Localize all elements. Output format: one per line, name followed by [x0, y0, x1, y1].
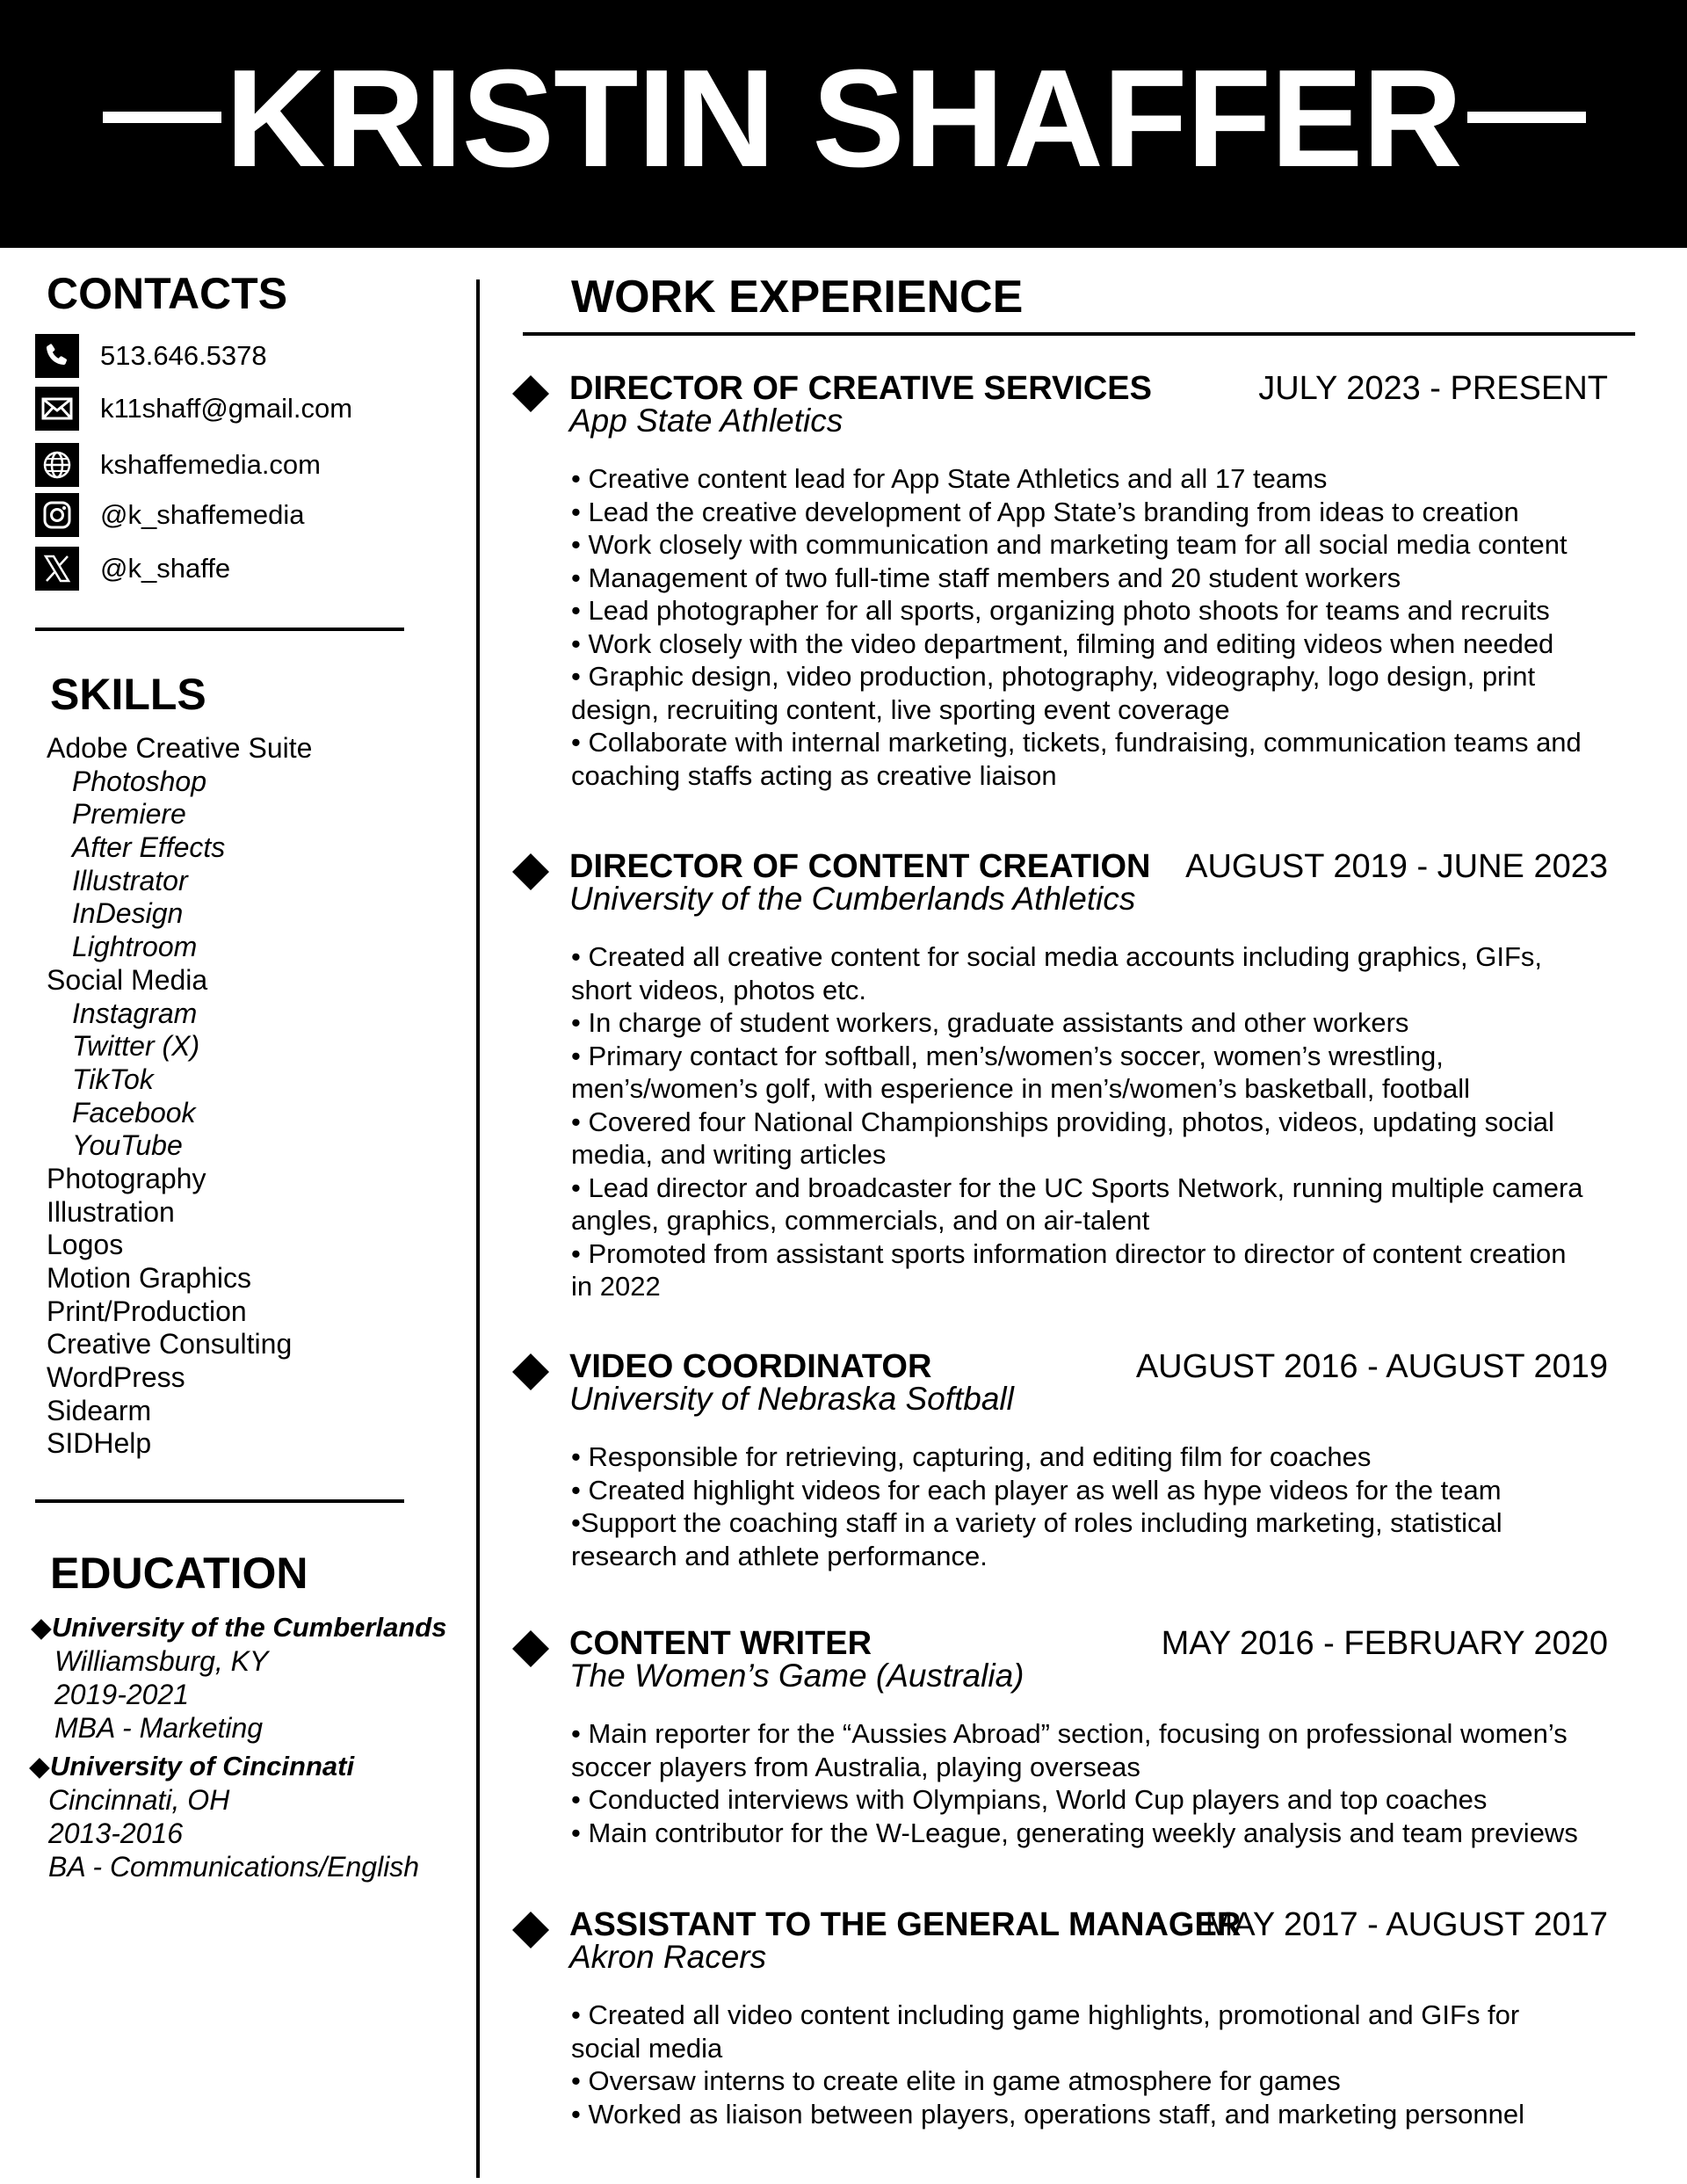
- job-bullet: • Work closely with communication and marketing team for all social media content: [571, 529, 1568, 560]
- job-dates: AUGUST 2016 - AUGUST 2019: [1135, 1348, 1608, 1385]
- job-title: ASSISTANT TO THE GENERAL MANAGER: [569, 1906, 1242, 1943]
- job-bullet: •Support the coaching staff in a variety of roles including marketing, statistical research and athlete performance.: [571, 1507, 1502, 1571]
- skill-subitem: After Effects: [72, 831, 226, 864]
- resume-name: KRISTIN SHAFFER: [225, 41, 1462, 196]
- contact-website: [35, 443, 321, 487]
- skill-subitem: Twitter (X): [72, 1030, 200, 1063]
- job-bullets: [571, 462, 1590, 792]
- skill-item: Illustration: [47, 1195, 175, 1228]
- job-bullet: • Lead director and broadcaster for the UC Sports Network, running multiple camera angles, graphics, commercials, and on air-talent: [571, 1172, 1583, 1236]
- education-entry: [31, 1611, 446, 1745]
- contact-x: [35, 547, 230, 591]
- job-bullet: • Lead photographer for all sports, organizing photo shoots for teams and recruits: [571, 595, 1550, 626]
- skill-subitem: Lightroom: [72, 931, 198, 963]
- contacts-heading: CONTACTS: [47, 269, 288, 318]
- job-bullet: • Conducted interviews with Olympians, World Cup players and top coaches: [571, 1784, 1488, 1815]
- education-degree: BA - Communications/English: [48, 1851, 420, 1883]
- education-entry: [29, 1750, 419, 1883]
- contact-website-text[interactable]: kshaffemedia.com: [100, 449, 321, 480]
- job-bullet: • Promoted from assistant sports information director to director of content creation in 2022: [571, 1237, 1567, 1302]
- skill-group: [47, 1163, 312, 1196]
- job-bullet: • Covered four National Championships providing, photos, videos, updating social media, and writing articles: [571, 1106, 1554, 1170]
- skill-item: WordPress: [47, 1361, 185, 1394]
- diamond-bullet-icon: [510, 1351, 552, 1393]
- education-school: [29, 1750, 419, 1783]
- diamond-bullet-icon: [510, 373, 552, 415]
- job-organization: Akron Racers: [569, 1939, 767, 1975]
- contact-instagram-text[interactable]: @k_shaffemedia: [100, 499, 305, 530]
- job-dates: MAY 2017 - AUGUST 2017: [1205, 1906, 1608, 1943]
- contacts-divider: [35, 628, 404, 631]
- education-years: 2013-2016: [48, 1818, 184, 1849]
- instagram-icon: [35, 493, 79, 537]
- job-title: DIRECTOR OF CONTENT CREATION: [569, 848, 1151, 885]
- job-bullet: • Responsible for retrieving, capturing, and editing film for coaches: [571, 1441, 1372, 1472]
- job-title: DIRECTOR OF CREATIVE SERVICES: [569, 370, 1152, 407]
- skill-item: Motion Graphics: [47, 1262, 251, 1294]
- skill-item: Creative Consulting: [47, 1328, 293, 1360]
- education-school-name: University of the Cumberlands: [51, 1612, 447, 1643]
- mail-icon: [35, 387, 79, 431]
- x-icon: [35, 547, 79, 591]
- job-title: VIDEO COORDINATOR: [569, 1348, 932, 1385]
- phone-icon: [35, 334, 79, 378]
- contact-phone: [35, 334, 267, 378]
- education-school-name: University of Cincinnati: [49, 1751, 355, 1781]
- job-bullet: • Oversaw interns to create elite in game atmosphere for games: [571, 2065, 1341, 2096]
- skill-subitem: Facebook: [72, 1096, 196, 1128]
- skill-item: Print/Production: [47, 1295, 247, 1327]
- contact-email: [35, 387, 352, 431]
- job-bullet: • Primary contact for softball, men’s/women’s soccer, women’s wrestling, men’s/women’s golf, with esperience in men’s/women’s basketball, football: [571, 1040, 1470, 1104]
- contact-email-text[interactable]: k11shaff@gmail.com: [100, 393, 353, 424]
- skill-item: SIDHelp: [47, 1427, 152, 1460]
- job-organization: University of Nebraska Softball: [569, 1381, 1014, 1417]
- skill-subitem: YouTube: [72, 1129, 183, 1162]
- education-years: 2019-2021: [54, 1679, 190, 1710]
- diamond-bullet-icon: ◆: [29, 1751, 50, 1781]
- job-dates: AUGUST 2019 - JUNE 2023: [1185, 848, 1608, 885]
- contact-phone-text[interactable]: 513.646.5378: [100, 340, 267, 371]
- education-school: [31, 1611, 446, 1644]
- header-dash-right: [1467, 112, 1586, 123]
- skill-group: [47, 1229, 312, 1262]
- education-degree: MBA - Marketing: [54, 1712, 264, 1744]
- skill-group: [47, 1196, 312, 1230]
- skill-group: [47, 1395, 312, 1428]
- job-dates: MAY 2016 - FEBRUARY 2020: [1161, 1625, 1608, 1662]
- skill-subitem: InDesign: [72, 897, 184, 930]
- diamond-bullet-icon: [510, 851, 552, 893]
- job-bullet: • Management of two full-time staff members and 20 student workers: [571, 562, 1401, 593]
- job-bullet: • Created all creative content for social media accounts including graphics, GIFs, short videos, photos etc.: [571, 941, 1542, 1005]
- job-bullets: [571, 940, 1590, 1303]
- skill-item: Photography: [47, 1162, 206, 1194]
- diamond-bullet-icon: [510, 1628, 552, 1670]
- skills-list: [47, 732, 312, 1461]
- job-bullet: • Main reporter for the “Aussies Abroad” section, focusing on professional women’s soccer players from Australia, playing overseas: [571, 1718, 1568, 1782]
- header-banner: [0, 0, 1687, 248]
- skill-subitem: Premiere: [72, 798, 186, 831]
- skill-group: [47, 1262, 312, 1295]
- globe-icon: [35, 443, 79, 487]
- job-bullet: • Work closely with the video department, filming and editing videos when needed: [571, 628, 1554, 659]
- skill-group: [47, 1328, 312, 1361]
- job-dates: JULY 2023 - PRESENT: [1258, 370, 1608, 407]
- skill-group: [47, 1361, 312, 1395]
- job-organization: The Women’s Game (Australia): [569, 1658, 1025, 1694]
- job-bullet: • Graphic design, video production, photography, videography, logo design, print design, recruiting content, live sporting event coverage: [571, 661, 1536, 725]
- skills-heading: SKILLS: [50, 670, 206, 719]
- skill-group: [47, 1295, 312, 1329]
- diamond-bullet-icon: ◆: [31, 1612, 52, 1643]
- skill-subitem: TikTok: [72, 1063, 154, 1095]
- job-title: CONTENT WRITER: [569, 1625, 872, 1662]
- job-organization: App State Athletics: [569, 403, 844, 439]
- job-bullet: • Created highlight videos for each player as well as hype videos for the team: [571, 1474, 1502, 1506]
- education-location: Cincinnati, OH: [48, 1784, 230, 1816]
- work-heading-underline: [523, 332, 1635, 336]
- job-bullet: • Worked as liaison between players, operations staff, and marketing personnel: [571, 2098, 1524, 2130]
- column-divider: [476, 279, 480, 2178]
- diamond-bullet-icon: [510, 1909, 552, 1951]
- work-experience-heading: WORK EXPERIENCE: [571, 272, 1024, 323]
- job-bullet: • In charge of student workers, graduate assistants and other workers: [571, 1007, 1409, 1038]
- job-bullet: • Created all video content including game highlights, promotional and GIFs for social media: [571, 1999, 1520, 2064]
- skills-divider: [35, 1499, 404, 1503]
- skill-subitem: Photoshop: [72, 765, 207, 797]
- job-bullet: • Lead the creative development of App State’s branding from ideas to creation: [571, 496, 1519, 527]
- job-bullets: [571, 1717, 1590, 1849]
- job-bullet: • Main contributor for the W-League, generating weekly analysis and team previews: [571, 1817, 1578, 1848]
- skill-subitem: Illustrator: [72, 864, 188, 896]
- skill-group: [47, 732, 312, 964]
- job-bullets: [571, 1440, 1590, 1572]
- skill-group: [47, 1427, 312, 1461]
- job-bullets: [571, 1999, 1590, 2130]
- skill-item: Sidearm: [47, 1394, 152, 1426]
- job-bullet: • Collaborate with internal marketing, tickets, fundraising, communication teams and coaching staffs acting as creative liaison: [571, 727, 1582, 791]
- job-organization: University of the Cumberlands Athletics: [569, 881, 1136, 917]
- skill-group: [47, 964, 312, 1163]
- contact-instagram: [35, 493, 305, 537]
- education-heading: EDUCATION: [50, 1549, 308, 1598]
- skill-item: Logos: [47, 1229, 124, 1261]
- skill-item: Social Media: [47, 963, 208, 996]
- job-bullet: • Creative content lead for App State Athletics and all 17 teams: [571, 463, 1328, 494]
- contact-x-text[interactable]: @k_shaffe: [100, 553, 231, 584]
- skill-item: Adobe Creative Suite: [47, 732, 313, 764]
- skill-subitem: Instagram: [72, 997, 198, 1029]
- education-location: Williamsburg, KY: [54, 1645, 269, 1677]
